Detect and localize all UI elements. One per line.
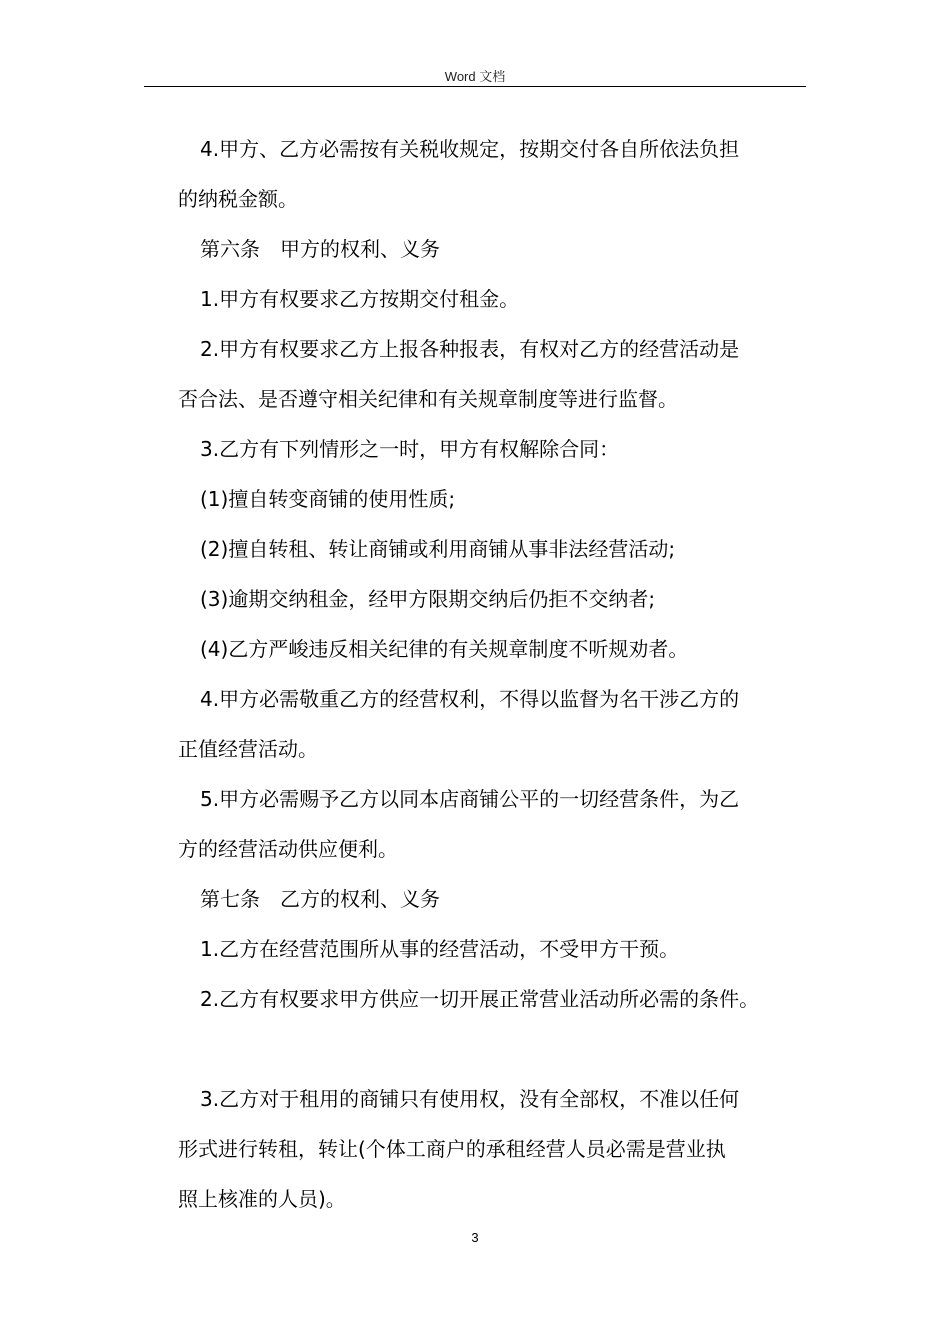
paragraph-item-cont (178, 1174, 808, 1224)
paragraph-tax-clause (178, 124, 808, 174)
text-line: 的纳税金额。 (178, 187, 298, 211)
text-line: 1.乙方在经营范围所从事的经营活动，不受甲方干预。 (200, 937, 680, 961)
text-line: 5.甲方必需赐予乙方以同本店商铺公平的一切经营条件，为乙 (200, 787, 740, 811)
text-line: 4.甲方、乙方必需按有关税收规定，按期交付各自所依法负担 (200, 137, 740, 161)
text-line: 形式进行转租，转让(个体工商户的承租经营人员必需是营业执 (178, 1137, 726, 1161)
sub-item (178, 574, 808, 624)
page-header: Word 文档 (444, 69, 506, 84)
paragraph-item (178, 924, 808, 974)
text-line: 4.甲方必需敬重乙方的经营权利，不得以监督为名干涉乙方的 (200, 687, 740, 711)
paragraph-item-cont (178, 1124, 808, 1174)
paragraph-item (178, 674, 808, 724)
text-line: 3.乙方对于租用的商铺只有使用权，没有全部权，不准以任何 (200, 1087, 740, 1111)
text-line: 2.乙方有权要求甲方供应一切开展正常营业活动所必需的条件。 (200, 987, 760, 1011)
text-line: 否合法、是否遵守相关纪律和有关规章制度等进行监督。 (178, 387, 678, 411)
section-heading-article-7 (178, 874, 808, 924)
text-line: 1.甲方有权要求乙方按期交付租金。 (200, 287, 520, 311)
paragraph-item-cont (178, 374, 808, 424)
text-line: (1)擅自转变商铺的使用性质; (200, 487, 456, 511)
text-line: 第七条 乙方的权利、义务 (200, 887, 440, 911)
paragraph-item (178, 274, 808, 324)
sub-item (178, 474, 808, 524)
paragraph-item (178, 974, 808, 1024)
paragraph-item-cont (178, 724, 808, 774)
text-line: 3.乙方有下列情形之一时，甲方有权解除合同： (200, 437, 620, 461)
text-line: 第六条 甲方的权利、义务 (200, 237, 440, 261)
section-heading-article-6 (178, 224, 808, 274)
blank-line (178, 1024, 808, 1074)
text-line: 正值经营活动。 (178, 737, 318, 761)
text-line: 照上核准的人员)。 (178, 1187, 346, 1211)
sub-item (178, 624, 808, 674)
text-line: 2.甲方有权要求乙方上报各种报表，有权对乙方的经营活动是 (200, 337, 740, 361)
paragraph-item (178, 424, 808, 474)
paragraph-item (178, 324, 808, 374)
paragraph-item (178, 774, 808, 824)
paragraph-tax-clause-cont (178, 174, 808, 224)
document-body (178, 124, 808, 1224)
text-line: (3)逾期交纳租金，经甲方限期交纳后仍拒不交纳者; (200, 587, 656, 611)
sub-item (178, 524, 808, 574)
header-divider (144, 86, 806, 87)
text-line: (4)乙方严峻违反相关纪律的有关规章制度不听规劝者。 (200, 637, 689, 661)
paragraph-item (178, 1074, 808, 1124)
page-number: 3 (471, 1230, 479, 1245)
text-line: 方的经营活动供应便利。 (178, 837, 398, 861)
text-line: (2)擅自转租、转让商铺或利用商铺从事非法经营活动; (200, 537, 676, 561)
paragraph-item-cont (178, 824, 808, 874)
